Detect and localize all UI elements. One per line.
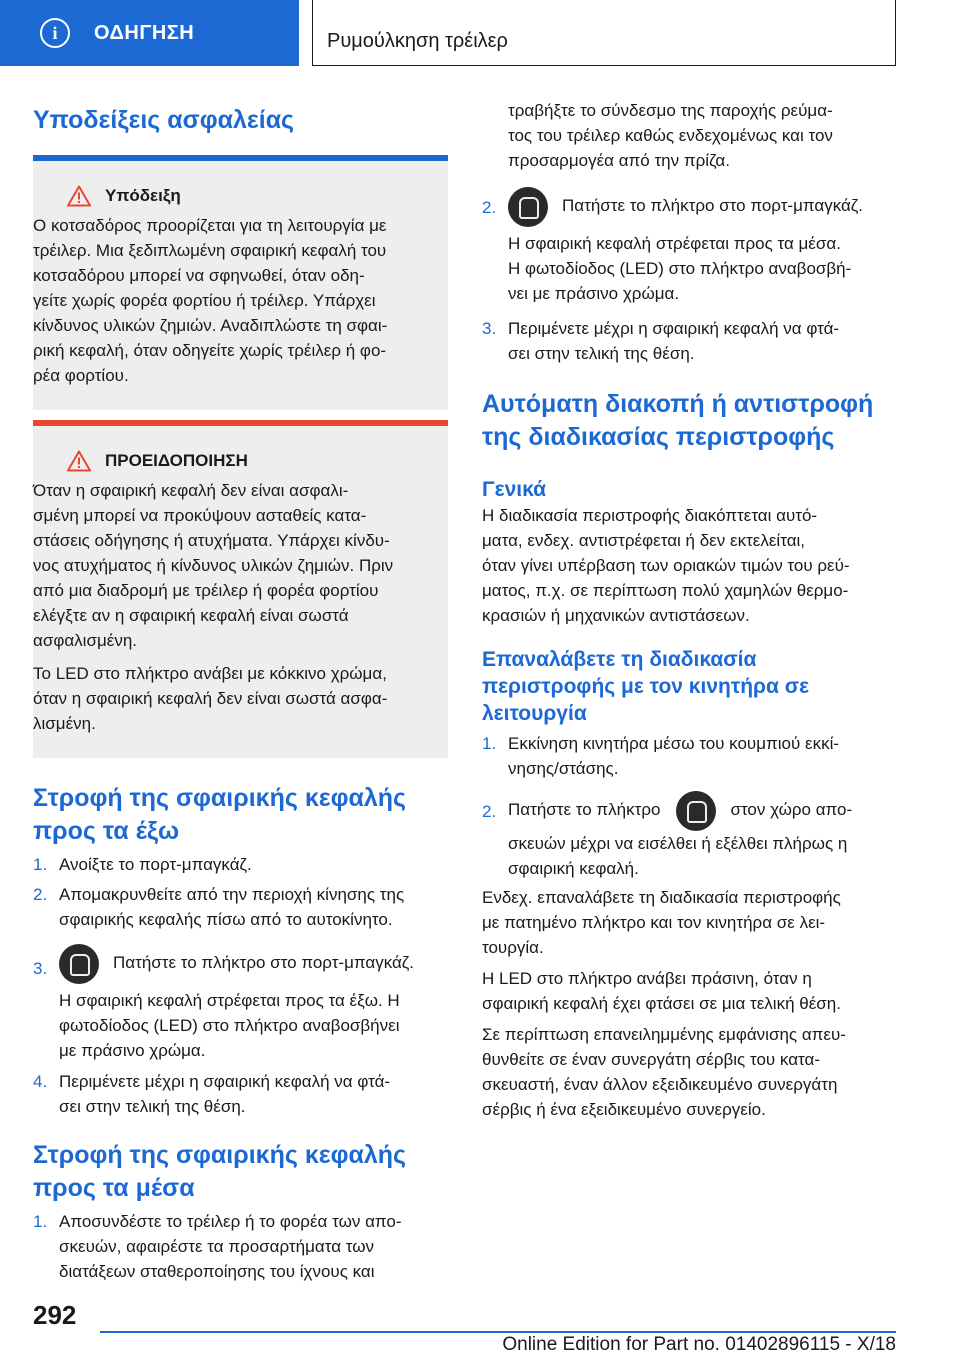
warning-line: ελέγξτε αν η σφαιρική κεφαλή είναι σωστά	[33, 606, 349, 625]
out-title	[33, 782, 448, 848]
right-column	[482, 98, 898, 1122]
note-line: κοτσαδόρου μπορεί να σφηνωθεί, όταν οδη‐	[33, 266, 365, 285]
step-text	[59, 1069, 448, 1119]
step-text: Ανοίξτε το πορτ-μπαγκάζ.	[59, 855, 252, 874]
warning-triangle-icon	[67, 450, 91, 472]
continued-step	[482, 98, 898, 173]
text-line: Η LED στο πλήκτρο ανάβει πράσινη, όταν η	[482, 969, 812, 988]
warning-line: ασφαλισμένη.	[33, 631, 137, 650]
step-text	[508, 789, 898, 881]
general-title: Γενικά	[482, 478, 547, 501]
step-text	[59, 882, 448, 932]
out-steps	[33, 852, 448, 1119]
step-line: Περιμένετε μέχρι η σφαιρική κεφαλή να φτά‐	[508, 319, 840, 338]
list-item	[482, 731, 898, 781]
step-text	[59, 942, 448, 1063]
step-number: 4.	[33, 1072, 48, 1091]
list-item	[482, 185, 898, 306]
in-title	[33, 1139, 448, 1205]
general-text	[482, 503, 898, 628]
footer-divider	[100, 1331, 896, 1333]
safety-title: Υποδείξεις ασφαλείας	[33, 106, 295, 134]
left-column	[33, 90, 448, 1284]
trailer-hitch-button-icon	[59, 944, 99, 984]
text-line: σέρβις ή ένα εξειδικευμένο συνεργείο.	[482, 1100, 766, 1119]
step-line: Απομακρυνθείτε από την περιοχή κίνησης της	[59, 885, 405, 904]
trailer-hitch-button-icon	[676, 791, 716, 831]
warning-line: Όταν η σφαιρική κεφαλή δεν είναι ασφαλι‐	[33, 481, 349, 500]
warning-line: σμένη μπορεί να προκύψουν ασταθείς κατα‐	[33, 506, 367, 525]
page-number: 292	[33, 1300, 77, 1330]
list-item	[482, 316, 898, 366]
step-number: 3.	[33, 959, 48, 978]
text-line: σκευαστή, έναν άλλον εξειδικευμένο συνεργάτη	[482, 1075, 838, 1094]
auto-title-line: της διαδικασίας περιστροφής	[482, 423, 835, 451]
text-line: ματος, π.χ. σε περίπτωση πολύ χαμηλών θερμο‐	[482, 581, 849, 600]
step-line: Η σφαιρική κεφαλή στρέφεται προς τα μέσα.	[508, 234, 841, 253]
text-line: ματα, ενδεχ. αντιστρέφεται ή δεν εκτελείται,	[482, 531, 806, 550]
note-line: ρέα φορτίου.	[33, 366, 129, 385]
chapter-title: Ρυμούλκηση τρέιλερ	[327, 30, 508, 52]
in-steps-cont	[482, 185, 898, 366]
step-text	[59, 1209, 448, 1284]
repeat-title-line: Επαναλάβετε τη διαδικασία	[482, 648, 757, 671]
list-item	[33, 882, 448, 932]
out-title-line: προς τα έξω	[33, 817, 180, 845]
step-line: Πατήστε το πλήκτρο στο πορτ-μπαγκάζ.	[562, 196, 864, 215]
note-line: κίνδυνος υλικών ζημιών. Αναδιπλώστε τη σφαι‐	[33, 316, 388, 335]
step-line: φωτοδίοδος (LED) στο πλήκτρο αναβοσβήνει	[59, 1016, 400, 1035]
step-line: τος του τρέιλερ καθώς ενδεχομένως και τον	[508, 126, 833, 145]
step-line: Η φωτοδίοδος (LED) στο πλήκτρο αναβοσβή‐	[508, 259, 852, 278]
step-line: σκευών μέχρι να εισέλθει ή εξέλθει πλήρως η	[508, 834, 848, 853]
step-line: Πατήστε το πλήκτρο	[508, 800, 661, 819]
list-item	[33, 852, 448, 877]
note-heading	[33, 183, 448, 208]
warning-title: ΠΡΟΕΙΔΟΠΟΙΗΣΗ	[105, 451, 248, 470]
section-title: ΟΔΗΓΗΣΗ	[94, 21, 195, 44]
step-number: 3.	[482, 319, 497, 338]
text-line: κρασιών ή μηχανικών αντιστάσεων.	[482, 606, 750, 625]
warning-line: όταν η σφαιρική κεφαλή δεν είναι σωστά ασφα‐	[33, 689, 388, 708]
step-number: 2.	[482, 802, 497, 821]
step-line: Η σφαιρική κεφαλή στρέφεται προς τα έξω. Η	[59, 991, 400, 1010]
warning-line: νος ατυχήματος ή κίνδυνος υλικών ζημιών. Πριν	[33, 556, 394, 575]
trailer-hitch-button-icon	[508, 187, 548, 227]
section-tab	[0, 0, 299, 66]
step-line: προσαρμογέα από την πρίζα.	[508, 151, 730, 170]
warning-triangle-icon	[67, 185, 91, 207]
text-line: σφαιρική κεφαλή έχει φτάσει σε μια τελική θέση.	[482, 994, 841, 1013]
in-title-line: Στροφή της σφαιρικής κεφαλής	[33, 1141, 407, 1169]
auto-title-line: Αυτόματη διακοπή ή αντιστροφή	[482, 390, 874, 418]
text-line: τουργία.	[482, 938, 544, 957]
note-title: Υπόδειξη	[105, 186, 181, 205]
warning-heading	[33, 448, 448, 473]
text-line: Η διαδικασία περιστροφής διακόπτεται αυτό‐	[482, 506, 818, 525]
step-line: σφαιρική κεφαλή.	[508, 859, 639, 878]
warning-line: από μια διαδρομή με τρέιλερ ή φορέα φορτίου	[33, 581, 379, 600]
step-line: σφαιρικής κεφαλής πίσω από το αυτοκίνητο.	[59, 910, 393, 929]
step-line: σκευών, αφαιρέστε τα προσαρτήματα των	[59, 1237, 374, 1256]
step-text	[508, 316, 898, 366]
note-line: γείτε χωρίς φορέα φορτίου ή τρέιλερ. Υπάρχει	[33, 291, 376, 310]
chapter-header	[312, 0, 896, 66]
warning-box	[33, 426, 448, 758]
step-line: σει στην τελική της θέση.	[59, 1097, 246, 1116]
warning-line: στάσεις οδήγησης ή ατυχήματα. Υπάρχει κίνδυ‐	[33, 531, 390, 550]
step-line: Πατήστε το πλήκτρο στο πορτ-μπαγκάζ.	[113, 953, 415, 972]
warning-line: λισμένη.	[33, 714, 96, 733]
step-line: με πράσινο χρώμα.	[59, 1041, 206, 1060]
text-line: όταν γίνει υπέρβαση των οριακών τιμών του ρεύ‐	[482, 556, 850, 575]
repeat-steps	[482, 731, 898, 881]
step-line: τραβήξτε το σύνδεσμο της παροχής ρεύμα‐	[508, 101, 833, 120]
step-line: σει στην τελική της θέση.	[508, 344, 695, 363]
text-line: θυνθείτε σε έναν συνεργάτη σέρβις του κατα‐	[482, 1050, 821, 1069]
info-icon: i	[40, 18, 70, 48]
step-line: Εκκίνηση κινητήρα μέσω του κουμπιού εκκί‐	[508, 734, 840, 753]
step-line: Περιμένετε μέχρι η σφαιρική κεφαλή να φτά‐	[59, 1072, 391, 1091]
edition-footer: Online Edition for Part no. 01402896115 - X/18	[502, 1334, 896, 1355]
text-line: Σε περίπτωση επανειλημμένης εμφάνισης απευ‐	[482, 1025, 846, 1044]
list-item	[33, 1209, 448, 1284]
step-line: νει με πράσινο χρώμα.	[508, 284, 680, 303]
repeat-title-line: περιστροφής με τον κινητήρα σε	[482, 675, 810, 698]
note-line: Ο κοτσαδόρος προορίζεται για τη λειτουργία με	[33, 216, 387, 235]
step-number: 1.	[33, 1212, 48, 1231]
note-line: τρέιλερ. Μια ξεδιπλωμένη σφαιρική κεφαλή του	[33, 241, 387, 260]
repeat-title-line: λειτουργία	[482, 702, 587, 725]
warning-line: Το LED στο πλήκτρο ανάβει με κόκκινο χρώμα,	[33, 664, 387, 683]
text-line: Ενδεχ. επαναλάβετε τη διαδικασία περιστροφής	[482, 888, 841, 907]
repeat-title	[482, 646, 898, 727]
in-steps	[33, 1209, 448, 1284]
auto-title	[482, 388, 898, 454]
step-number: 1.	[33, 855, 48, 874]
list-item	[33, 1069, 448, 1119]
step-number: 1.	[482, 734, 497, 753]
text-line: με πατημένο πλήκτρο και τον κινητήρα σε λει‐	[482, 913, 826, 932]
step-line: Αποσυνδέστε το τρέιλερ ή το φορέα των απο‐	[59, 1212, 402, 1231]
step-text	[508, 731, 898, 781]
list-item	[33, 942, 448, 1063]
list-item	[482, 789, 898, 881]
step-number: 2.	[482, 198, 497, 217]
note-line: ρική κεφαλή, όταν οδηγείτε χωρίς τρέιλερ ή φο‐	[33, 341, 387, 360]
step-line: διατάξεων σταθεροποίησης του ίχνους και	[59, 1262, 375, 1281]
in-title-line: προς τα μέσα	[33, 1174, 195, 1202]
step-line: στον χώρο απο‐	[730, 800, 853, 819]
note-box	[33, 161, 448, 410]
step-text	[508, 185, 898, 306]
repeat-text	[482, 885, 898, 1122]
step-number: 2.	[33, 885, 48, 904]
step-line: νησης/στάσης.	[508, 759, 619, 778]
out-title-line: Στροφή της σφαιρικής κεφαλής	[33, 784, 407, 812]
